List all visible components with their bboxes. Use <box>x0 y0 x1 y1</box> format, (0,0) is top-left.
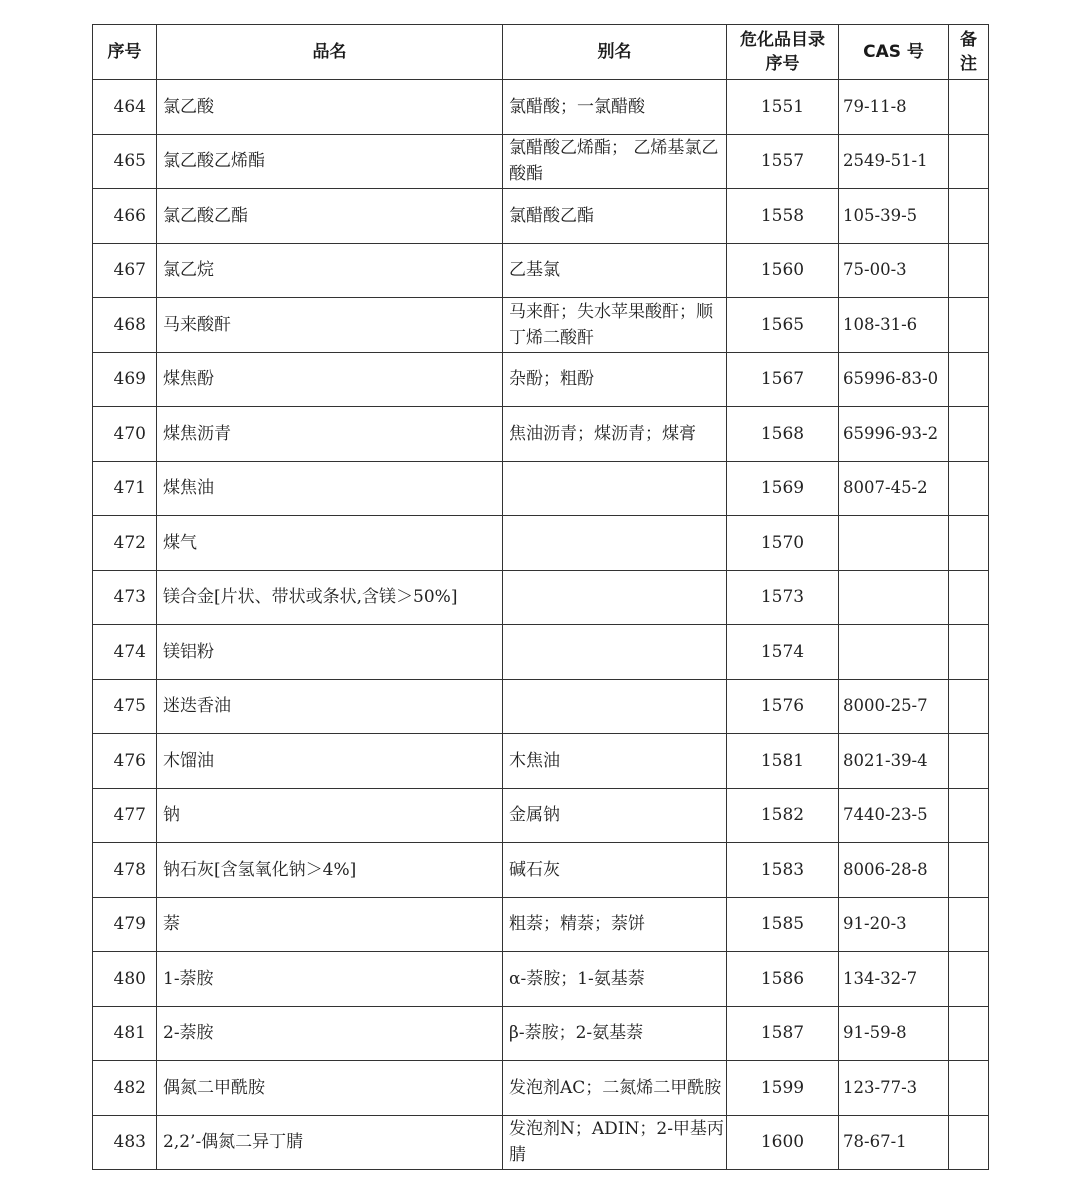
cell-catalog-number: 1569 <box>727 461 839 516</box>
cell-catalog-number: 1551 <box>727 80 839 135</box>
cell-name: 偶氮二甲酰胺 <box>157 1061 503 1116</box>
cell-catalog-number: 1557 <box>727 134 839 189</box>
cell-seq: 469 <box>93 352 157 407</box>
cell-seq: 481 <box>93 1006 157 1061</box>
cell-catalog-number: 1567 <box>727 352 839 407</box>
table-row <box>93 516 989 571</box>
cell-name: 氯乙酸乙烯酯 <box>157 134 503 189</box>
cell-note <box>949 80 989 135</box>
cell-note <box>949 1115 989 1170</box>
cell-alias <box>503 570 727 625</box>
cell-note <box>949 843 989 898</box>
table-row <box>93 625 989 680</box>
cell-seq: 477 <box>93 788 157 843</box>
table-row <box>93 1006 989 1061</box>
cell-alias: 杂酚；粗酚 <box>503 352 727 407</box>
cell-alias: 碱石灰 <box>503 843 727 898</box>
cell-catalog-number: 1560 <box>727 243 839 298</box>
cell-seq: 476 <box>93 734 157 789</box>
cell-catalog-number: 1568 <box>727 407 839 462</box>
cell-alias: 氯醋酸；一氯醋酸 <box>503 80 727 135</box>
cell-cas-number: 65996-83-0 <box>839 352 949 407</box>
table-row <box>93 1115 989 1170</box>
cell-alias: 乙基氯 <box>503 243 727 298</box>
cell-catalog-number: 1583 <box>727 843 839 898</box>
table-row <box>93 570 989 625</box>
cell-catalog-number: 1573 <box>727 570 839 625</box>
table-row <box>93 352 989 407</box>
cell-name: 煤焦沥青 <box>157 407 503 462</box>
cell-note <box>949 1006 989 1061</box>
header-cas-number: CAS 号 <box>839 25 949 80</box>
cell-seq: 470 <box>93 407 157 462</box>
cell-seq: 464 <box>93 80 157 135</box>
cell-name: 迷迭香油 <box>157 679 503 734</box>
cell-alias: α-萘胺；1-氨基萘 <box>503 952 727 1007</box>
cell-catalog-number: 1586 <box>727 952 839 1007</box>
cell-alias: 粗萘；精萘；萘饼 <box>503 897 727 952</box>
cell-name: 煤焦油 <box>157 461 503 516</box>
table-row <box>93 461 989 516</box>
cell-note <box>949 516 989 571</box>
cell-alias: 金属钠 <box>503 788 727 843</box>
cell-seq: 479 <box>93 897 157 952</box>
cell-cas-number: 91-59-8 <box>839 1006 949 1061</box>
cell-alias <box>503 679 727 734</box>
cell-cas-number: 75-00-3 <box>839 243 949 298</box>
cell-cas-number: 79-11-8 <box>839 80 949 135</box>
cell-alias <box>503 516 727 571</box>
header-name: 品名 <box>157 25 503 80</box>
cell-catalog-number: 1600 <box>727 1115 839 1170</box>
cell-note <box>949 243 989 298</box>
cell-alias: 发泡剂AC；二氮烯二甲酰胺 <box>503 1061 727 1116</box>
cell-seq: 465 <box>93 134 157 189</box>
table-row <box>93 1061 989 1116</box>
cell-note <box>949 461 989 516</box>
cell-name: 2,2’-偶氮二异丁腈 <box>157 1115 503 1170</box>
table-row <box>93 788 989 843</box>
table-row <box>93 734 989 789</box>
header-seq: 序号 <box>93 25 157 80</box>
cell-seq: 474 <box>93 625 157 680</box>
cell-seq: 475 <box>93 679 157 734</box>
cell-note <box>949 570 989 625</box>
cell-alias: 发泡剂N；ADIN；2-甲基丙腈 <box>503 1115 727 1170</box>
table-row <box>93 134 989 189</box>
table-row <box>93 243 989 298</box>
cell-note <box>949 407 989 462</box>
cell-catalog-number: 1581 <box>727 734 839 789</box>
cell-name: 钠 <box>157 788 503 843</box>
cell-name: 钠石灰[含氢氧化钠＞4%] <box>157 843 503 898</box>
cell-alias <box>503 461 727 516</box>
cell-seq: 480 <box>93 952 157 1007</box>
chemical-table-container <box>92 24 988 1170</box>
cell-note <box>949 897 989 952</box>
table-row <box>93 679 989 734</box>
cell-name: 氯乙烷 <box>157 243 503 298</box>
cell-name: 1-萘胺 <box>157 952 503 1007</box>
cell-name: 2-萘胺 <box>157 1006 503 1061</box>
cell-cas-number: 91-20-3 <box>839 897 949 952</box>
cell-name: 氯乙酸 <box>157 80 503 135</box>
table-row <box>93 843 989 898</box>
cell-alias: 氯醋酸乙烯酯； 乙烯基氯乙酸酯 <box>503 134 727 189</box>
cell-cas-number: 108-31-6 <box>839 298 949 353</box>
cell-cas-number: 78-67-1 <box>839 1115 949 1170</box>
cell-note <box>949 679 989 734</box>
table-row <box>93 897 989 952</box>
cell-seq: 468 <box>93 298 157 353</box>
cell-catalog-number: 1565 <box>727 298 839 353</box>
cell-name: 木馏油 <box>157 734 503 789</box>
cell-alias: 马来酐；失水苹果酸酐；顺丁烯二酸酐 <box>503 298 727 353</box>
cell-alias <box>503 625 727 680</box>
cell-note <box>949 189 989 244</box>
cell-cas-number <box>839 516 949 571</box>
cell-cas-number: 8007-45-2 <box>839 461 949 516</box>
table-row <box>93 407 989 462</box>
cell-cas-number: 134-32-7 <box>839 952 949 1007</box>
cell-cas-number: 123-77-3 <box>839 1061 949 1116</box>
table-header-row <box>93 25 989 80</box>
cell-cas-number: 8000-25-7 <box>839 679 949 734</box>
cell-catalog-number: 1599 <box>727 1061 839 1116</box>
cell-name: 马来酸酐 <box>157 298 503 353</box>
cell-name: 萘 <box>157 897 503 952</box>
cell-catalog-number: 1558 <box>727 189 839 244</box>
table-row <box>93 298 989 353</box>
cell-seq: 467 <box>93 243 157 298</box>
cell-note <box>949 134 989 189</box>
cell-seq: 483 <box>93 1115 157 1170</box>
cell-catalog-number: 1582 <box>727 788 839 843</box>
cell-note <box>949 352 989 407</box>
cell-name: 煤气 <box>157 516 503 571</box>
cell-catalog-number: 1570 <box>727 516 839 571</box>
cell-catalog-number: 1576 <box>727 679 839 734</box>
table-row <box>93 952 989 1007</box>
table-body <box>93 80 989 1170</box>
hazardous-chemicals-table <box>92 24 989 1170</box>
table-row <box>93 189 989 244</box>
cell-seq: 471 <box>93 461 157 516</box>
cell-alias: 焦油沥青；煤沥青；煤膏 <box>503 407 727 462</box>
cell-seq: 472 <box>93 516 157 571</box>
cell-alias: 木焦油 <box>503 734 727 789</box>
cell-note <box>949 625 989 680</box>
cell-cas-number: 8021-39-4 <box>839 734 949 789</box>
header-note: 备注 <box>949 25 989 80</box>
cell-cas-number <box>839 570 949 625</box>
cell-cas-number <box>839 625 949 680</box>
header-catalog-number: 危化品目录序号 <box>727 25 839 80</box>
table-row <box>93 80 989 135</box>
cell-seq: 473 <box>93 570 157 625</box>
cell-note <box>949 788 989 843</box>
cell-note <box>949 1061 989 1116</box>
cell-seq: 478 <box>93 843 157 898</box>
cell-note <box>949 734 989 789</box>
cell-cas-number: 65996-93-2 <box>839 407 949 462</box>
cell-cas-number: 2549-51-1 <box>839 134 949 189</box>
cell-catalog-number: 1585 <box>727 897 839 952</box>
cell-name: 氯乙酸乙酯 <box>157 189 503 244</box>
cell-note <box>949 952 989 1007</box>
header-alias: 别名 <box>503 25 727 80</box>
cell-seq: 482 <box>93 1061 157 1116</box>
cell-cas-number: 7440-23-5 <box>839 788 949 843</box>
cell-cas-number: 8006-28-8 <box>839 843 949 898</box>
cell-name: 镁铝粉 <box>157 625 503 680</box>
cell-seq: 466 <box>93 189 157 244</box>
cell-catalog-number: 1587 <box>727 1006 839 1061</box>
cell-name: 煤焦酚 <box>157 352 503 407</box>
cell-alias: 氯醋酸乙酯 <box>503 189 727 244</box>
cell-name: 镁合金[片状、带状或条状,含镁＞50%] <box>157 570 503 625</box>
cell-note <box>949 298 989 353</box>
cell-alias: β-萘胺；2-氨基萘 <box>503 1006 727 1061</box>
cell-catalog-number: 1574 <box>727 625 839 680</box>
cell-cas-number: 105-39-5 <box>839 189 949 244</box>
